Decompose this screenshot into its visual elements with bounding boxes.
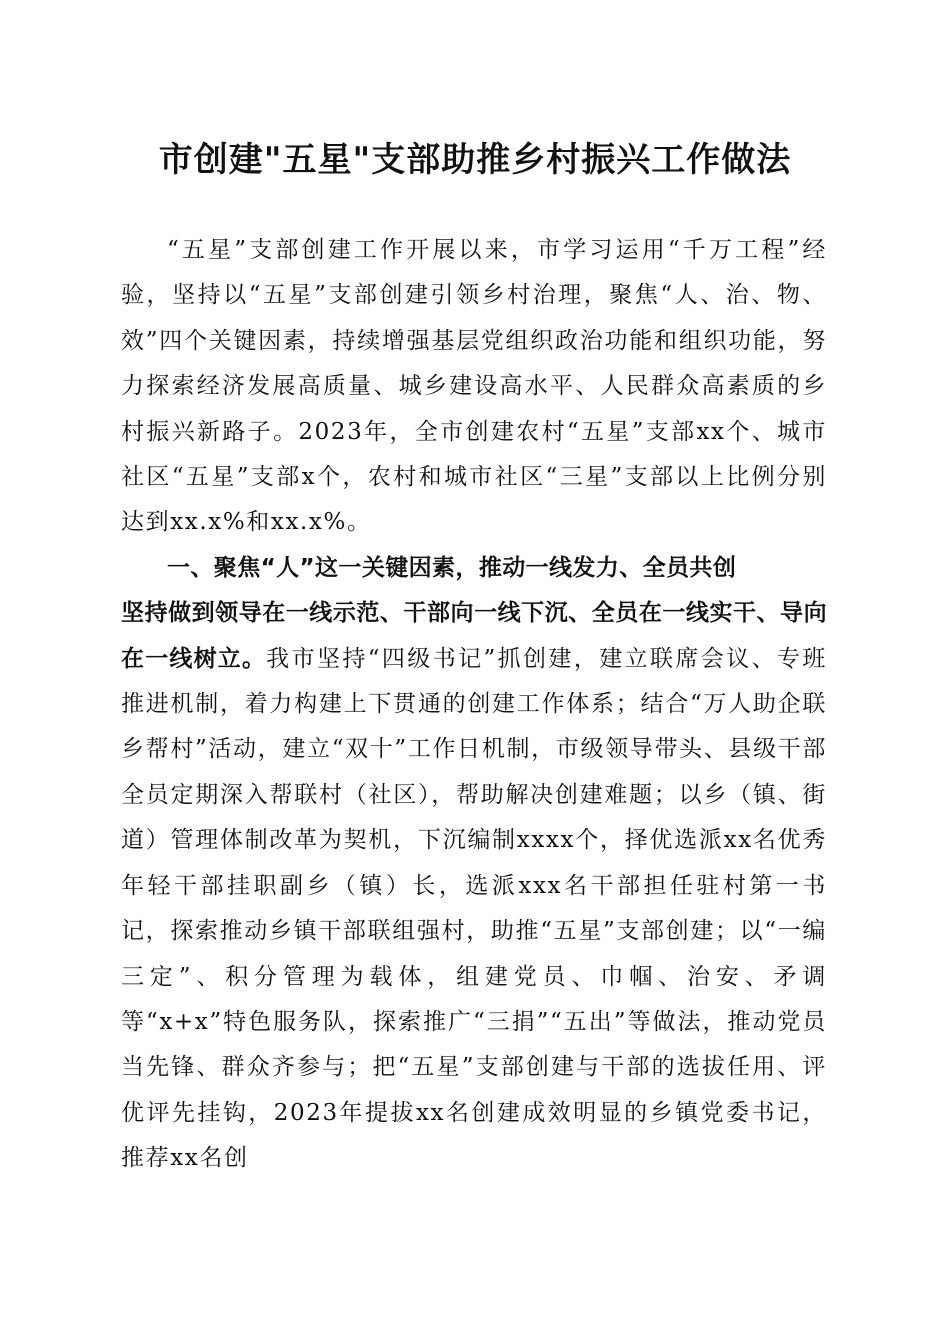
section1-subheading: 坚持做到领导在一线示范、干部向一线下沉、全员在一线实干、导向在一线树立。: [121, 600, 827, 672]
section1-heading: [121, 546, 827, 591]
section1-paragraph: [121, 591, 827, 1181]
intro-paragraph: “五星”支部创建工作开展以来，市学习运用“千万工程”经验，坚持以“五星”支部创建引领乡村治理，聚焦“人、治、物、效”四个关键因素，持续增强基层党组织政治功能和组织功能，努力探索经济发展高质量、城乡建设高水平、人民群众高素质的乡村振兴新路子。2023年，全市创建农村“五星”支部xx个、城市社区“五星”支部x个，农村和城市社区“三星”支部以上比例分别达到xx.x%和xx.x%。: [121, 237, 827, 536]
document-title: 市创建"五星"支部助推乡村振兴工作做法: [158, 140, 792, 180]
document-body: [121, 228, 827, 1182]
section1-heading-text: 一、聚焦“人”这一关键因素，推动一线发力、全员共创: [167, 554, 737, 581]
section1-body-text: 我市坚持“四级书记”抓创建，建立联席会议、专班推进机制，着力构建上下贯通的创建工作体系；结合“万人助企联乡帮村”活动，建立“双十”工作日机制，市级领导带头、县级干部全员定期深入帮联村（社区），帮助解决创建难题；以乡（镇、街道）管理体制改革为契机，下沉编制xxxx个，择优选派xx名优秀年轻干部挂职副乡（镇）长，选派xxx名干部担任驻村第一书记，探索推动乡镇干部联组强村，助推“五星”支部创建；以“一编三定”、积分管理为载体，组建党员、巾帼、治安、矛调等“x+x”特色服务队，探索推广“三捐”“五出”等做法，推动党员当先锋、群众齐参与；把“五星”支部创建与干部的选拔任用、评优评先挂钩，2023年提拔xx名创建成效明显的乡镇党委书记，推荐xx名创: [121, 645, 827, 1172]
